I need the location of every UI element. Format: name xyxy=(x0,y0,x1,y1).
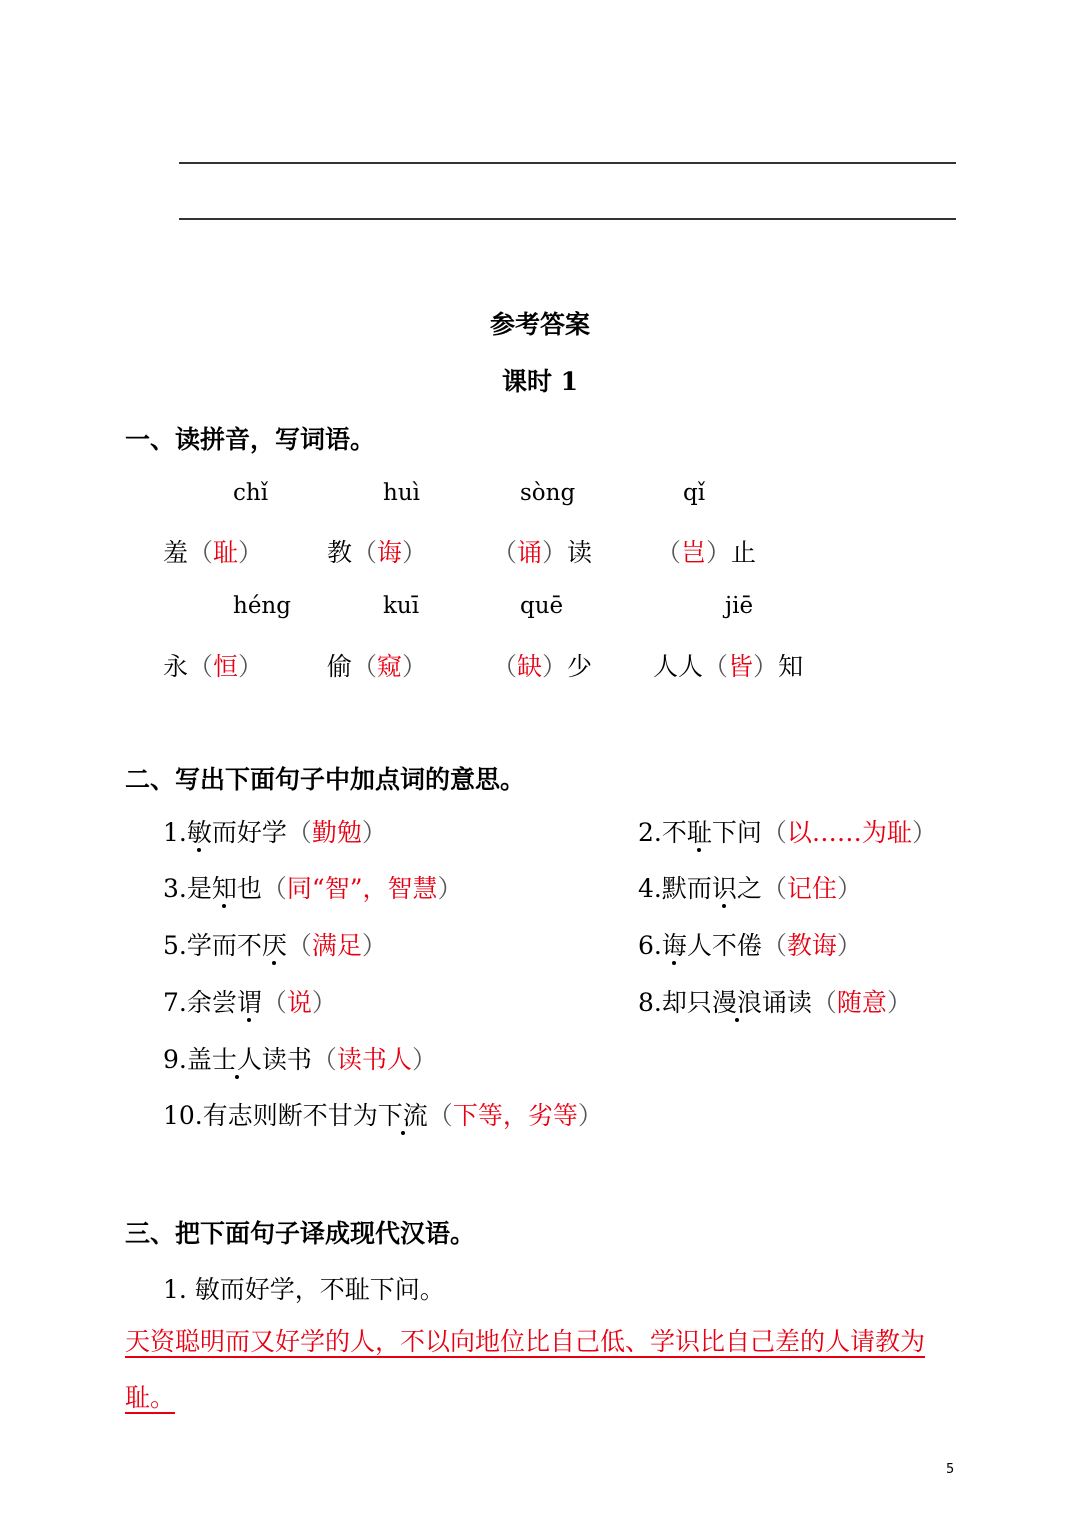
word-item-4: （岂）止 xyxy=(656,538,757,567)
meaning-answer: 记住 xyxy=(786,874,837,903)
section-3-heading: 三、把下面句子译成现代汉语。 xyxy=(125,1219,476,1248)
dotted-word: 厌 xyxy=(261,931,287,960)
dotted-word: 耻 xyxy=(686,818,712,847)
section-2-heading: 二、写出下面句子中加点词的意思。 xyxy=(125,765,526,794)
item-text: 不 xyxy=(661,818,687,847)
word-item-1: 羞（耻） xyxy=(163,538,264,567)
item-text: 人不倦 xyxy=(686,931,762,960)
meaning-item-2: 2.不耻下问（以……为耻） xyxy=(638,818,937,847)
word-answer: 耻 xyxy=(213,538,239,567)
translation-answer: 天资聪明而又好学的人，不以向地位比自己低、学识比自己差的人请教为耻。 xyxy=(125,1327,926,1412)
word-text: 羞 xyxy=(163,538,189,567)
meaning-answer: 满足 xyxy=(311,931,362,960)
dotted-word: 士人 xyxy=(211,1045,262,1074)
section-1-heading: 一、读拼音，写词语。 xyxy=(125,425,376,454)
dotted-word: 漫浪 xyxy=(711,988,762,1017)
item-text: 默而 xyxy=(661,874,712,903)
pinyin-3: sòng xyxy=(520,480,576,506)
meaning-answer: 同“智”，智慧 xyxy=(286,874,438,903)
item-number: 5. xyxy=(163,931,187,960)
meaning-answer: 读书人 xyxy=(336,1045,412,1074)
word-text: 永 xyxy=(163,652,189,681)
meaning-item-3: 3.是知也（同“智”，智慧） xyxy=(163,874,463,903)
lesson-title: 课时 1 xyxy=(501,367,579,396)
item-text: 却只 xyxy=(661,988,712,1017)
meaning-item-9: 9.盖士人读书（读书人） xyxy=(163,1045,437,1074)
word-text: 读 xyxy=(567,538,593,567)
word-answer: 诲 xyxy=(377,538,403,567)
item-text: 有志则断不甘为 xyxy=(202,1101,378,1130)
answer-line-1 xyxy=(179,162,956,164)
word-text: 人人 xyxy=(653,652,704,681)
dotted-word: 识 xyxy=(711,874,737,903)
meaning-answer: 说 xyxy=(286,988,312,1017)
word-item-8: 人人（皆）知 xyxy=(653,652,804,681)
word-text: 少 xyxy=(567,652,593,681)
page-title: 参考答案 xyxy=(489,310,590,339)
pinyin-2: huì xyxy=(383,480,420,506)
item-number: 4. xyxy=(638,874,662,903)
word-answer: 缺 xyxy=(517,652,543,681)
item-number: 3. xyxy=(163,874,187,903)
meaning-answer: 随意 xyxy=(836,988,887,1017)
dotted-word: 诲 xyxy=(661,931,687,960)
item-text: 学而不 xyxy=(186,931,262,960)
item-text: 而好学 xyxy=(211,818,287,847)
meaning-item-8: 8.却只漫浪诵读（随意） xyxy=(638,988,912,1017)
pinyin-6: kuī xyxy=(383,593,420,619)
word-text: 止 xyxy=(731,538,757,567)
item-number: 9. xyxy=(163,1045,187,1074)
dotted-word: 知 xyxy=(211,874,237,903)
meaning-answer: 下等，劣等 xyxy=(452,1101,578,1130)
item-number: 7. xyxy=(163,988,187,1017)
meaning-item-10: 10.有志则断不甘为下流（下等，劣等） xyxy=(163,1101,603,1130)
item-text: 读书 xyxy=(261,1045,312,1074)
meaning-item-7: 7.余尝谓（说） xyxy=(163,988,337,1017)
meaning-item-5: 5.学而不厌（满足） xyxy=(163,931,387,960)
item-text: 之 xyxy=(736,874,762,903)
meaning-answer: 勤勉 xyxy=(311,818,362,847)
word-answer: 恒 xyxy=(213,652,239,681)
dotted-word: 下流 xyxy=(377,1101,428,1130)
pinyin-8: jiē xyxy=(725,593,754,619)
meaning-answer: 教诲 xyxy=(786,931,837,960)
word-answer: 皆 xyxy=(728,652,754,681)
word-answer: 岂 xyxy=(681,538,707,567)
word-answer: 诵 xyxy=(517,538,543,567)
meaning-item-6: 6.诲人不倦（教诲） xyxy=(638,931,862,960)
answer-line-2 xyxy=(179,218,956,220)
word-text: 教 xyxy=(327,538,353,567)
pinyin-5: héng xyxy=(233,593,291,619)
word-text: 知 xyxy=(778,652,804,681)
word-item-3: （诵）读 xyxy=(492,538,593,567)
word-item-7: （缺）少 xyxy=(492,652,593,681)
word-answer: 窥 xyxy=(377,652,403,681)
word-item-6: 偷（窥） xyxy=(327,652,428,681)
meaning-answer: 以……为耻 xyxy=(786,818,912,847)
item-number: 2. xyxy=(638,818,662,847)
pinyin-1: chǐ xyxy=(233,480,269,506)
item-text: 下问 xyxy=(711,818,762,847)
item-number: 6. xyxy=(638,931,662,960)
item-number: 1. xyxy=(163,818,187,847)
page-number: 5 xyxy=(946,1462,955,1477)
dotted-word: 谓 xyxy=(236,988,262,1017)
translation-question: 1. 敏而好学，不耻下问。 xyxy=(163,1275,445,1304)
pinyin-4: qǐ xyxy=(683,480,706,506)
item-text: 是 xyxy=(186,874,212,903)
word-item-2: 教（诲） xyxy=(327,538,428,567)
meaning-item-4: 4.默而识之（记住） xyxy=(638,874,862,903)
item-number: 10. xyxy=(163,1101,203,1130)
word-item-5: 永（恒） xyxy=(163,652,264,681)
word-text: 偷 xyxy=(327,652,353,681)
dotted-word: 敏 xyxy=(186,818,212,847)
pinyin-7: quē xyxy=(520,593,564,619)
item-text: 余尝 xyxy=(186,988,237,1017)
item-text: 盖 xyxy=(186,1045,212,1074)
item-text: 诵读 xyxy=(761,988,812,1017)
item-number: 8. xyxy=(638,988,662,1017)
meaning-item-1: 1.敏而好学（勤勉） xyxy=(163,818,387,847)
item-text: 也 xyxy=(236,874,262,903)
